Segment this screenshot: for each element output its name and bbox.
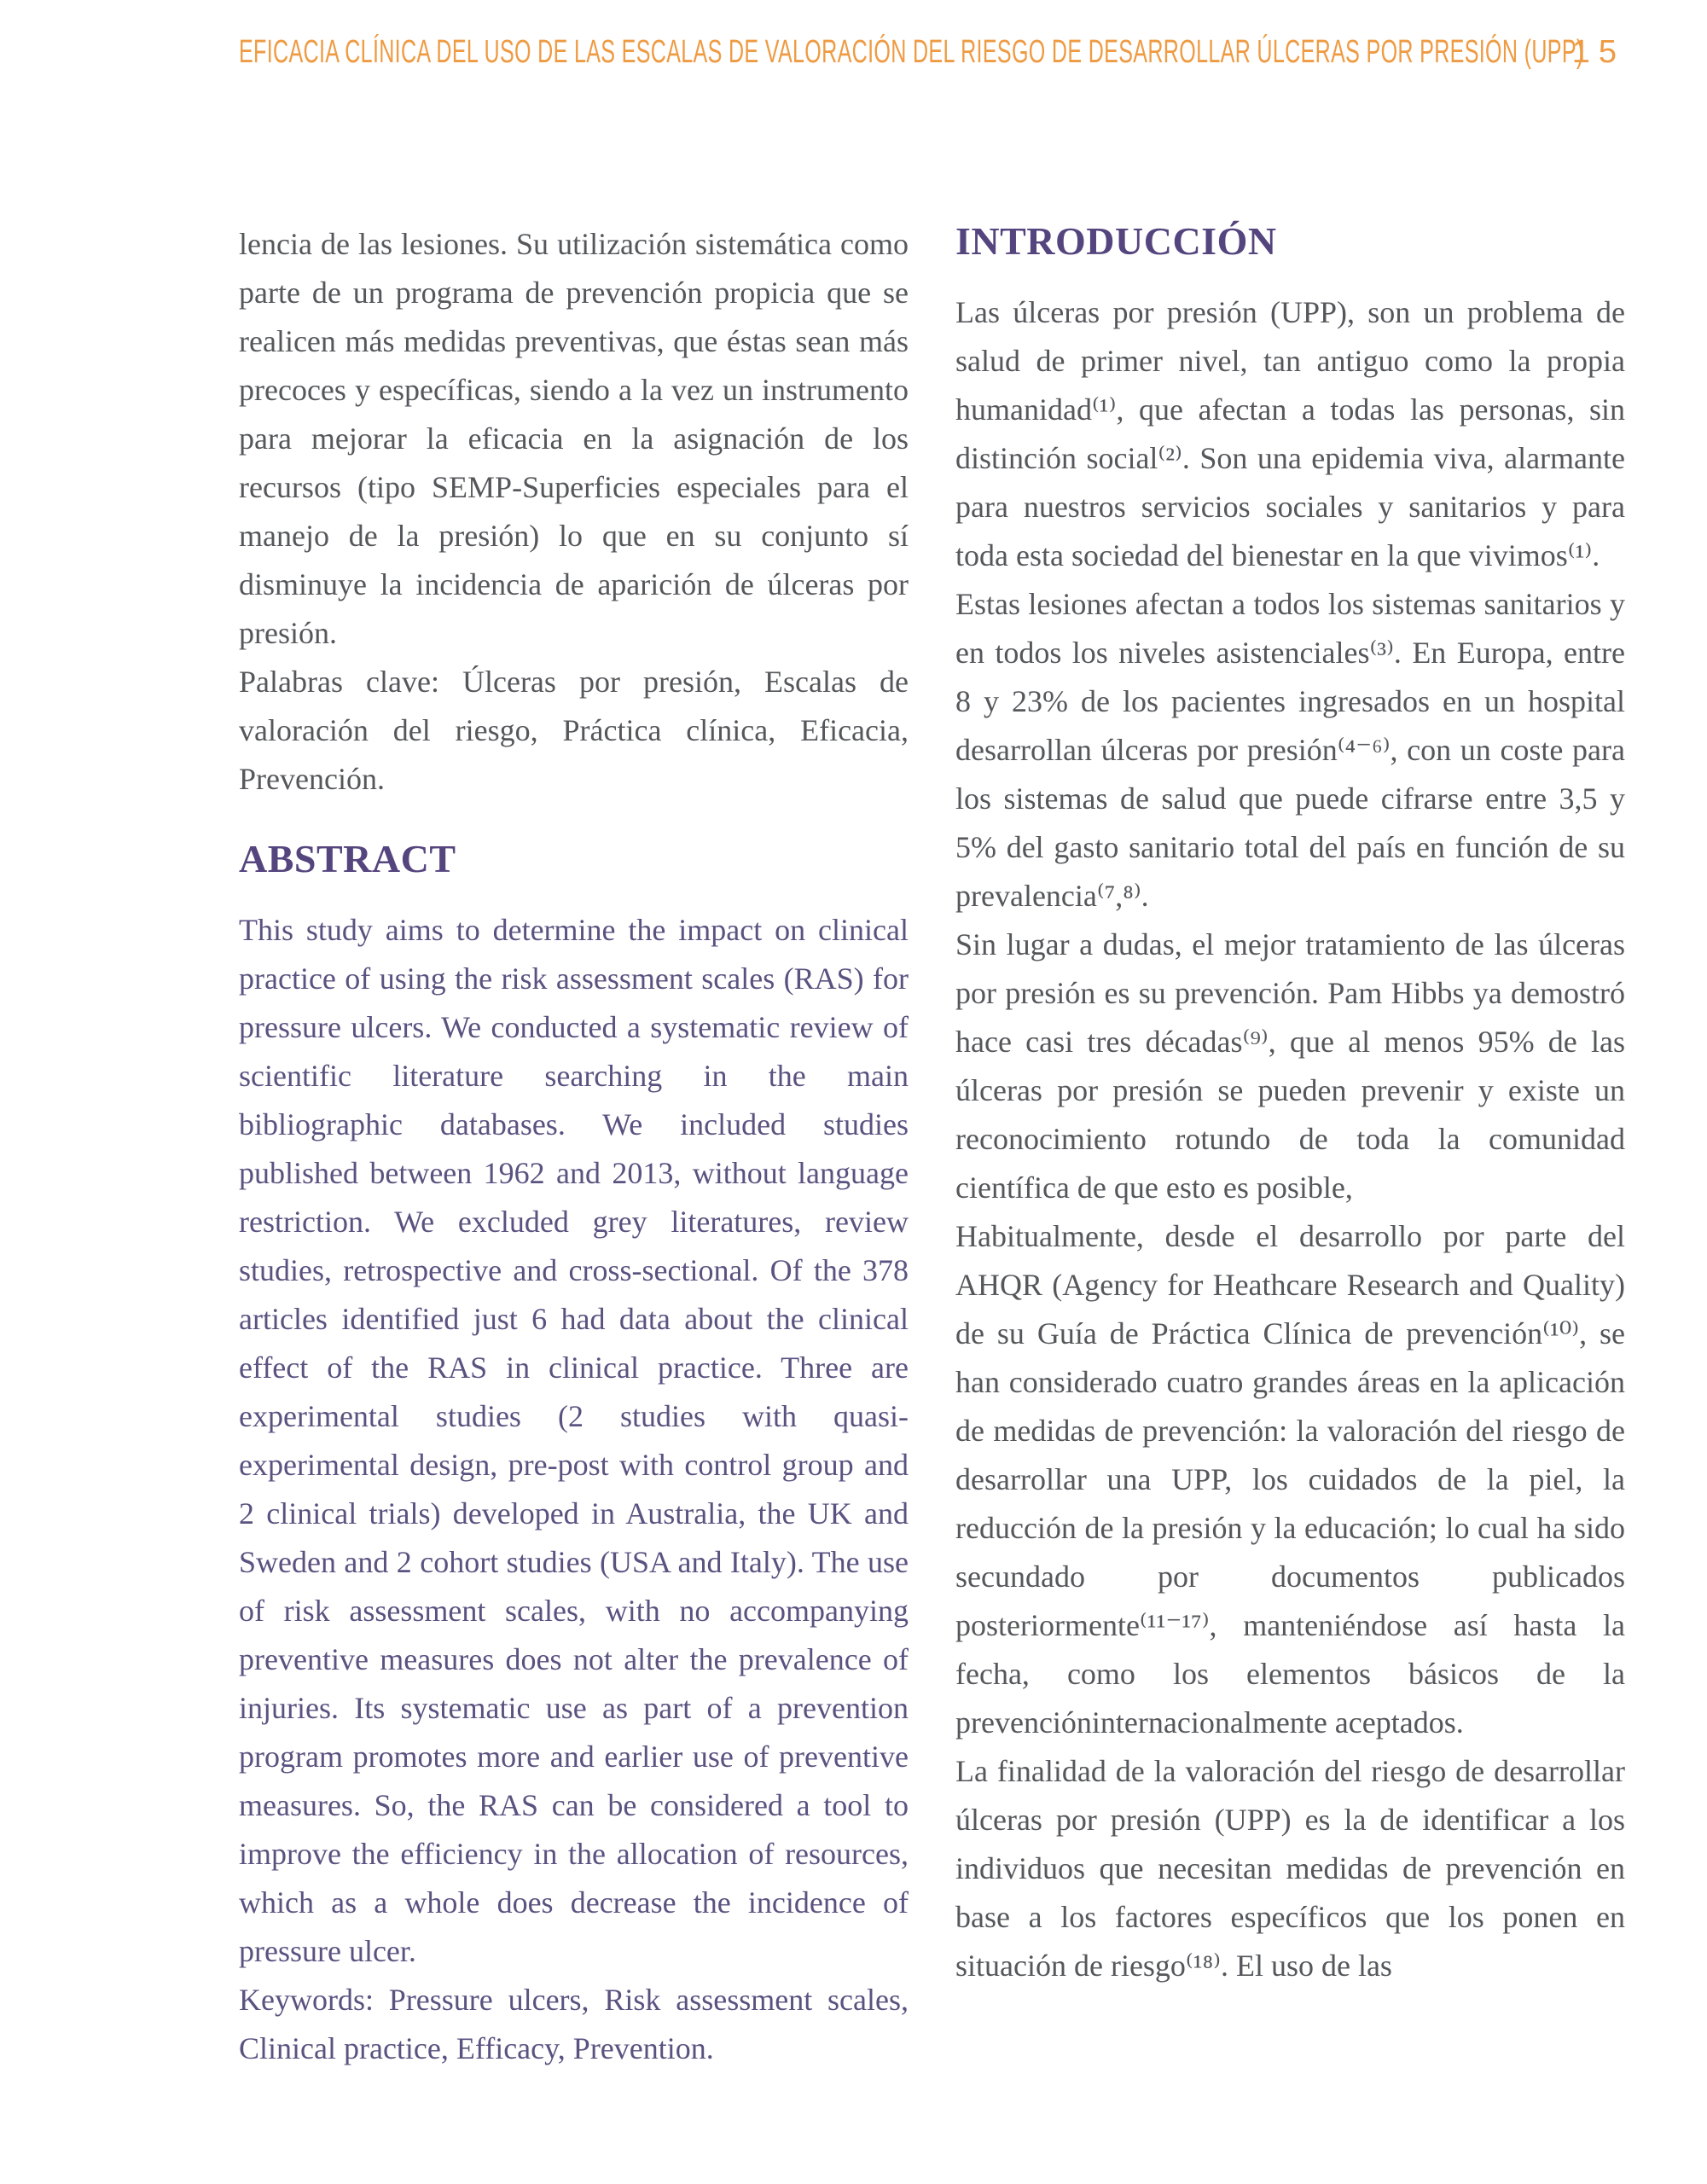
resumen-continuation-text: lencia de las lesiones. Su utilización sistemática como parte de un programa de prevención propicia que se realicen más medidas preventivas, que éstas sean más precoces y específicas, siendo a la vez un instrumento para mejorar la eficacia en la asignación de los recursos (tipo SEMP-Superficies especiales para el manejo de la presión) lo que en su conjunto sí disminuye la incidencia de aparición de úlceras por presión. xyxy=(239,227,909,650)
two-column-body xyxy=(239,220,1625,2073)
keywords-text: Keywords: Pressure ulcers, Risk assessment scales, Clinical practice, Efficacy, Prevention. xyxy=(239,1983,909,2065)
page-header xyxy=(239,32,1625,72)
right-column xyxy=(955,220,1625,2073)
introduction-heading: INTRODUCCIÓN xyxy=(955,219,1277,263)
intro-paragraph-4: Habitualmente, desde el desarrollo por parte del AHQR (Agency for Heathcare Research and Quality) de su Guía de Práctica Clínica de prevención⁽¹⁰⁾, se han considerado cuatro grandes áreas en la aplicación de medidas de prevención: la valoración del riesgo de desarrollar una UPP, los cuidados de la piel, la reducción de la presión y la educación; lo cual ha sido secundado por documentos publicados posteriormente⁽¹¹⁻¹⁷⁾, manteniéndose así hasta la fecha, como los elementos básicos de la prevencióninternacionalmente aceptados. xyxy=(955,1219,1625,1740)
abstract-text: This study aims to determine the impact on clinical practice of using the risk assessment scales (RAS) for pressure ulcers. We conducted a systematic review of scientific literature searching in the main bibliographic databases. We included studies published between 1962 and 2013, without language restriction. We excluded grey literatures, review studies, retrospective and cross-sectional. Of the 378 articles identified just 6 had data about the clinical effect of the RAS in clinical practice. Three are experimental studies (2 studies with quasi-experimental design, pre-post with control group and 2 clinical trials) developed in Australia, the UK and Sweden and 2 cohort studies (USA and Italy). The use of risk assessment scales, with no accompanying preventive measures does not alter the prevalence of injuries. Its systematic use as part of a prevention program promotes more and earlier use of preventive measures. So, the RAS can be considered a tool to improve the efficiency in the allocation of resources, which as a whole does decrease the incidence of pressure ulcer. xyxy=(239,913,909,1968)
left-column xyxy=(239,220,909,2073)
abstract-heading: ABSTRACT xyxy=(239,837,456,880)
intro-paragraph-2: Estas lesiones afectan a todos los sistemas sanitarios y en todos los niveles asistenciales⁽³⁾. En Europa, entre 8 y 23% de los pacientes ingresados en un hospital desarrollan úlceras por presión⁽⁴⁻⁶⁾, con un coste para los sistemas de salud que puede cifrarse entre 3,5 y 5% del gasto sanitario total del país en función de su prevalencia⁽⁷,⁸⁾. xyxy=(955,587,1625,913)
running-title: EFICACIA CLÍNICA DEL USO DE LAS ESCALAS DE VALORACIÓN DEL RIESGO DE DESARROLLAR ÚLCERAS POR PRESIÓN (UPP) xyxy=(239,34,1584,70)
intro-paragraph-5: La finalidad de la valoración del riesgo de desarrollar úlceras por presión (UPP) es la de identificar a los individuos que necesitan medidas de prevención en base a los factores específicos que los ponen en situación de riesgo⁽¹⁸⁾. El uso de las xyxy=(955,1754,1625,1983)
intro-paragraph-1: Las úlceras por presión (UPP), son un problema de salud de primer nivel, tan antiguo como la propia humanidad⁽¹⁾, que afectan a todas las personas, sin distinción social⁽²⁾. Son una epidemia viva, alarmante para nuestros servicios sociales y sanitarios y para toda esta sociedad del bienestar en la que vivimos⁽¹⁾. xyxy=(955,295,1625,572)
palabras-clave-text: Palabras clave: Úlceras por presión, Escalas de valoración del riesgo, Práctica clínica, Eficacia, Prevención. xyxy=(239,665,909,796)
page-number: 15 xyxy=(1571,34,1625,70)
intro-paragraph-3: Sin lugar a dudas, el mejor tratamiento de las úlceras por presión es su prevención. Pam Hibbs ya demostró hace casi tres décadas⁽⁹⁾, que al menos 95% de las úlceras por presión se pueden prevenir y existe un reconocimiento rotundo de toda la comunidad científica de que esto es posible, xyxy=(955,927,1625,1205)
